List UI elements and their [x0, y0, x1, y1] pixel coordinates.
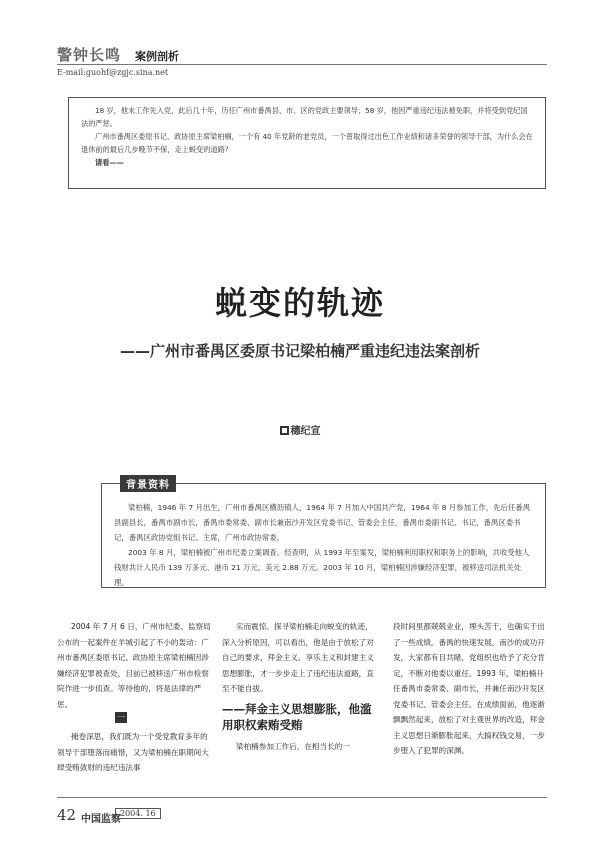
article-subtitle: ——广州市番禺区委原书记梁柏楠严重违纪违法案剖析: [119, 342, 480, 360]
body-paragraph: 掩卷深思，我们既为一个受党教育多年的领导干部堕落而痛惜，又为梁柏楠在职期间大肆受贿敛财的违纪违法事: [57, 732, 209, 772]
background-label: 背景资料: [120, 475, 176, 492]
body-column-3: [393, 619, 548, 759]
body-column-2: [222, 619, 377, 754]
issue-number: 2004. 16: [115, 808, 161, 819]
author-name: 穗纪宣: [290, 426, 321, 437]
section-heading: ——拜金主义思想膨胀，他滥用职权索贿受贿: [222, 701, 372, 732]
body-paragraph: 段时间里都兢兢业业，埋头苦干，也确实干出了一些成绩。番禺的快速发展，南沙的成功开发，大家都有目共睹，党组织也给予了充分肯定，不断对他委以重任。1993 年，梁柏楠升任番禺市委常委、副市长，并兼任南沙开发区党委书记、管委会主任。在成绩面前，他逐渐飘飘然起来，放松了对主观世界的改造，拜金主义思想日渐膨胀起来，大搞权钱交易，一步步堕入了犯罪的深渊。: [393, 622, 545, 755]
intro-lead: 请看——: [95, 158, 124, 167]
intro-paragraph: 18 岁，他未工作先入党，此后几十年，历任广州市番禺县、市、区的党政主要领导；58 岁，他因严重违纪违法被免职，并将受到党纪国法的严惩。: [81, 106, 528, 128]
body-paragraph: 2004 年 7 月 6 日，广州市纪委、监察局公布的一起案件在羊城引起了不小的轰动：广州市番禺区委原书记、政协原主席梁柏楠因涉嫌经济犯罪被查处，目前已被移送广州市检察院作进一步侦查。等待他的，将是法律的严惩。: [57, 622, 211, 709]
background-paragraph: 梁柏楠，1946 年 7 月出生，广州市番禺区横沥镇人，1964 年 7 月加入中国共产党，1964 年 8 月参加工作，先后任番禺县副县长，番禺市副市长，番禺市委常委、副市长兼南沙开发区党委书记、管委会主任，番禺市委副书记、书记，番禺区委书记，番禺区政协党组书记、主席，广州市政协常委。: [114, 503, 531, 542]
page-number: 42: [57, 806, 77, 824]
section-number-badge: 一: [117, 713, 125, 722]
column-subtitle: 案例剖析: [135, 50, 179, 63]
byline: [0, 422, 600, 437]
intro-box: [68, 97, 546, 189]
contact-email: E-mail:guohf@zgjc.sina.net: [57, 68, 169, 77]
background-box: [101, 483, 546, 588]
column-title: 警钟长鸣: [57, 46, 122, 64]
footer-divider: [57, 797, 547, 798]
body-paragraph: 实而震惊。探寻梁柏楠走向蜕变的轨迹，深入分析原因，可以看出，他是由于放松了对自己的要求，拜金主义、享乐主义和封建主义思想膨胀，才一步步走上了违纪违法道路，直至不能自拔。: [222, 622, 374, 693]
body-column-1: [57, 619, 212, 776]
byline-square-icon: [280, 426, 289, 435]
magazine-name: 中国监察: [81, 814, 121, 825]
header-divider: [57, 64, 547, 65]
background-paragraph: 2003 年 8 月，梁柏楠被广州市纪委立案调查。经查明，从 1993 年至案发，梁柏楠利用职权和职务上的影响，共收受他人钱财共计人民币 139 万多元、港币 21 万元、美元 2.88 万元。2003 年 10 月，梁柏楠因涉嫌经济犯罪，被移送司法机关处理。: [114, 548, 530, 587]
intro-paragraph: 广州市番禺区委原书记、政协原主席梁柏楠，一个有 40 年党龄的老党员，一个曾取得过出色工作业绩和诸多荣誉的领导干部，为什么会在退休前的最后几步晚节不保，走上蜕变的道路？: [81, 132, 533, 154]
body-paragraph: 梁柏楠参加工作后，在相当长的一: [236, 741, 350, 751]
article-title: 蜕变的轨迹: [214, 284, 385, 322]
